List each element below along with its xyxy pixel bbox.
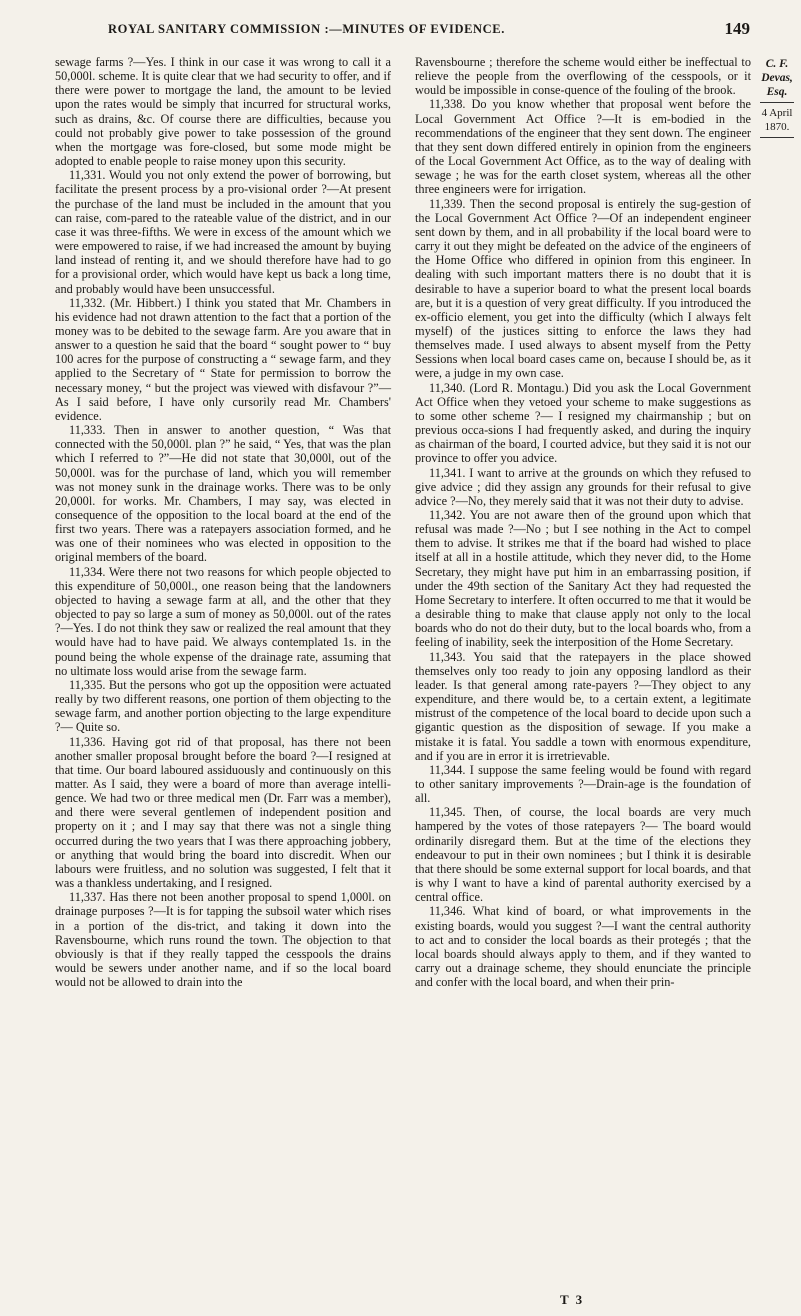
signature-mark: T 3: [560, 1292, 585, 1307]
paragraph: 11,344. I suppose the same feeling would be found with regard to other sanitary improvements ?—Drain-age is the foundation of all.: [415, 762, 751, 806]
paragraph: 11,343. You said that the ratepayers in the place showed themselves only too ready to join any opposing landlord as their leader. Is that general among rate-payers ?—They object to any expenditure, and there would be, to a certain extent, a legitimate mistrust of the competence of the local board to decide upon such a gigantic question as the disposition of sewage. If you make a mistake it is fatal. You saddle a town with enormous expenditure, and if you are in error it is irretrievable.: [415, 649, 751, 763]
witness-name: C. F. Devas,: [761, 58, 793, 84]
paragraph: 11,345. Then, of course, the local boards are very much hampered by the votes of those ratepayers ?— The board would ordinarily disregard them. But at the time of the elections they endeavour to put in their own nominees ; but I think it is desirable that there should be some external support for local boards, and that is why I want to have a kind of parental authority exercised by a central office.: [415, 805, 751, 905]
running-head: ROYAL SANITARY COMMISSION :—MINUTES OF EVIDENCE.: [108, 22, 505, 36]
paragraph: 11,335. But the persons who got up the opposition were actuated really by two different reasons, one portion of them objecting to the sewage farm, and another portion objecting to the large expenditure ?— Quite so.: [55, 677, 391, 735]
evidence-date: 4 April 1870.: [761, 107, 793, 133]
paragraph: 11,341. I want to arrive at the grounds on which they refused to give advice ; did they assign any grounds for their refusal to give advice ?—No, they merely said that it was not their duty to advise.: [415, 465, 751, 508]
paragraph: 11,332. (Mr. Hibbert.) I think you stated that Mr. Chambers in his evidence had not drawn attention to the fact that a portion of the money was to be debited to the sewage farm. Are you aware that in answer to a question he said that the board “ sought power to “ buy 100 acres for the purpose of constructing a “ sewage farm, and they applied to the Secretary of “ State for permission to borrow the necessary money, “ but the project was viewed with disfavour ?”—As I said before, I have only cursorily read Mr. Chambers' evidence.: [55, 295, 391, 423]
paragraph: sewage farms ?—Yes. I think in our case it was wrong to call it a 50,000l. scheme. It is quite clear that we had security to offer, and if there were power to mortgage the land, the amount to be levied upon the rates would be simply that incurred for structural works, such as drains, &c. Of course there are difficulties, because you could not probably give power to take possession of the ground when the mortgage was fore-closed, but some mode might be adopted to enable people to raise money upon this security.: [55, 55, 391, 169]
paragraph: 11,338. Do you know whether that proposal went before the Local Government Act Office ?—It is em-bodied in the recommendations of the engineer that they sent down. The engineer that they sent down differed entirely in opinion from the engineers of the Local Government Act Office, as to the way of dealing with sewage ; he was for the earth closet system, whereas all the other three engineers were for irrigation.: [415, 97, 751, 197]
paragraph: 11,334. Were there not two reasons for which people objected to this expenditure of 50,000l., one reason being that the landowners objected to having a sewage farm at all, and the other that they objected to pay so large a sum of money as 50,000l. out of the rates ?—Yes. I do not think they saw or realized the real amount that they would have had to have paid. We always contemplated 1s. in the pound being the whole expense of the drainage rate, assuming that no ultimate loss would arise from the sewage farm.: [55, 564, 391, 678]
paragraph: 11,331. Would you not only extend the power of borrowing, but facilitate the present process by a pro-visional order ?—At present the purchase of the land must be included in the amount that you can raise, com-pared to the rateable value of the district, and in our case it was three-fifths. We were in excess of the amount which we were empowered to raise, if we had increased the amount by buying land instead of renting it, and we should therefore have had to go for a provisional order, which would have kept us back a long time, and probably would have been unsuccessful.: [55, 168, 391, 296]
left-column: [55, 55, 391, 989]
paragraph: 11,337. Has there not been another proposal to spend 1,000l. on drainage purposes ?—It is for tapping the subsoil water which rises in a portion of the dis-trict, and taking it down into the Ravensbourne, which runs round the town. The objection to that obviously is that if they really tapped the cesspools the drains would be sewers under another name, and if so the local board would not be allowed to drain into the: [55, 890, 391, 990]
margin-rule: [760, 102, 794, 103]
paragraph: 11,340. (Lord R. Montagu.) Did you ask the Local Government Act Office when they vetoed your scheme to make suggestions as to some other scheme ?— I resigned my chairmanship ; but on previous occa-sions I had frequently asked, and during the inquiry as chairman of the board, I courted advice, but they said it is not our province to offer you advice.: [415, 380, 751, 466]
paragraph: Ravensbourne ; therefore the scheme would either be ineffectual to relieve the people from the overflowing of the cesspools, or it would be impossible in conse-quence of the fouling of the brook.: [415, 55, 751, 98]
paragraph: 11,339. Then the second proposal is entirely the sug-gestion of the Local Government Act Office ?—Of an independent engineer sent down by them, and in all probability if the local board were to carry it out they might be defeated on the advice of the engineers of the Home Office who differed in opinion from this engineer. In dealing with such important matters there is no doubt that it is desirable to have a superior board to what the present local boards are, but it is a question of very great difficulty. If you introduced the ex-officio element, you get into the difficulty (which I always felt myself) of the justices sitting to enforce the laws they had themselves made. I used always to absent myself from the Petty Sessions when local board cases came on, because I should be, as it were, a judge in my own case.: [415, 196, 751, 381]
witness-title: Esq.: [766, 86, 788, 98]
paragraph: 11,333. Then in answer to another question, “ Was that connected with the 50,000l. plan ?” he said, “ Yes, that was the plan which I referred to ?”—He did not state that 30,000l, out of the 50,000l. was for the purchase of land, which you will remember was not money sunk in the drainage works. There was to be only 20,000l. for works. Mr. Chambers, I may say, was elected in consequence of the opposition to the local board at the end of the first two years. There was a ratepayers association formed, and he was one of their nominees who was elected in opposition to the original members of the board.: [55, 423, 391, 565]
right-column: [415, 55, 751, 989]
paragraph: 11,346. What kind of board, or what improvements in the existing boards, would you suggest ?—I want the central authority to act and to consider the local boards as their protegés ; that the local boards should always apply to them, and if they wanted to carry out a drainage scheme, they should enunciate the principle and confer with the local board, and when their prin-: [415, 904, 751, 990]
page-number: 149: [724, 19, 750, 38]
paragraph: 11,336. Having got rid of that proposal, has there not been another smaller proposal brought before the board ?—I resigned at that time. Our board laboured assiduously and continuously on this matter. As I said, they were a board of more than average intelli-gence. We had two or three medical men (Dr. Farr was a member), and there were several gentlemen of independent position and property on it ; and I may say that there was not a single thing occurred during the two years that I was there approaching jobbery, or anything that would bring the board into discredit. When our labours were fruitless, and no solution was suggested, I felt that it was a thankless undertaking, and I resigned.: [55, 734, 391, 891]
margin-rule: [760, 137, 794, 138]
margin-note: [756, 57, 798, 141]
paragraph: 11,342. You are not aware then of the ground upon which that refusal was made ?—No ; but I see nothing in the Act to compel them to advise. It strikes me that if the board had wished to place itself at all in a hostile attitude, which they never did, to the Home Secretary, they might have put him in an embarrassing position, if under the 49th section of the Sanitary Act they had requested the Home Secretary to interfere. It often occurred to me that it would be a desirable thing to make that clause apply not only to the local boards who do not do their duty, but to the local boards who, from a feeling of inability, seek the interposition of the Home Secretary.: [415, 508, 751, 650]
page-header: [50, 19, 750, 46]
